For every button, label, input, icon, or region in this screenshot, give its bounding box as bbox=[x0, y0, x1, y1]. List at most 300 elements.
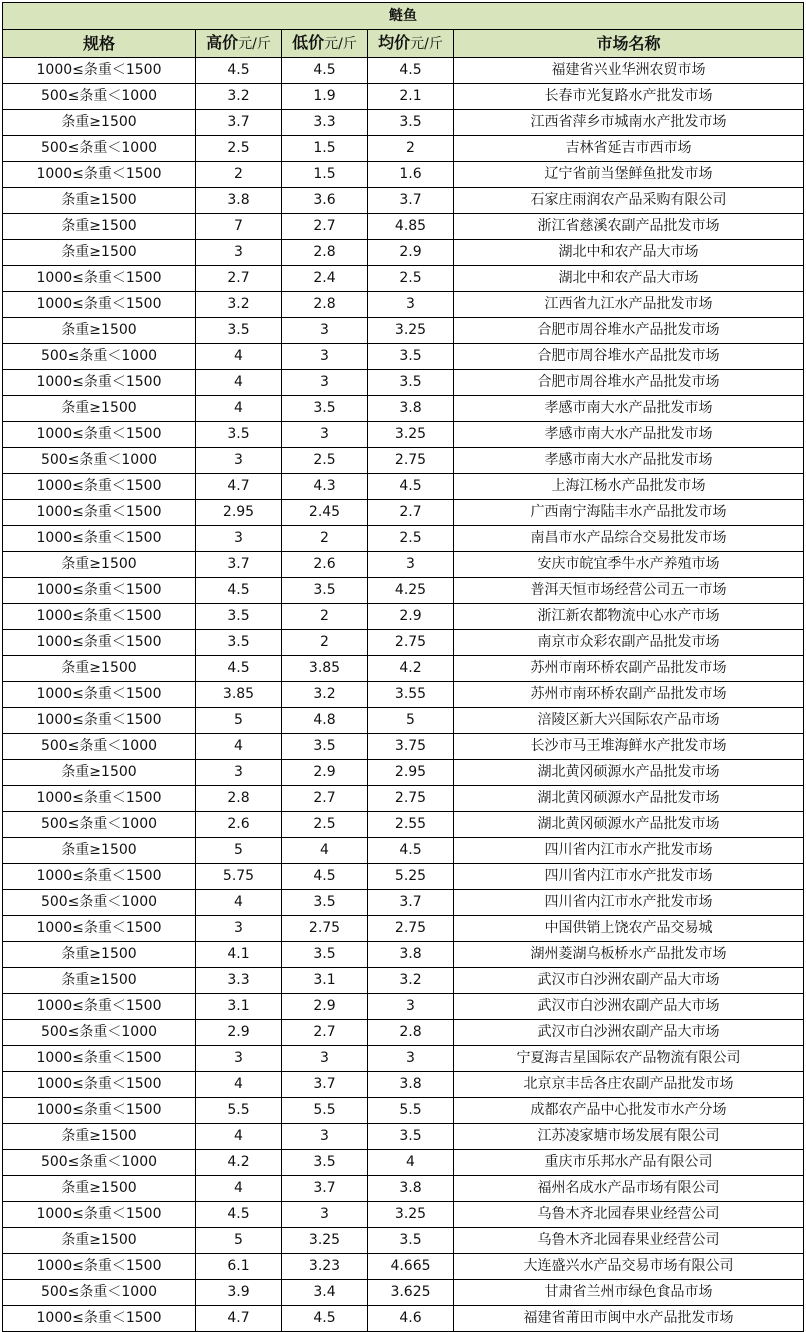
header-avg-price bbox=[368, 30, 454, 58]
header-avg-price-unit: 元/斤 bbox=[410, 36, 443, 52]
cell-low-price: 3.6 bbox=[282, 188, 368, 214]
cell-low-price: 2.6 bbox=[282, 552, 368, 578]
header-market-name bbox=[454, 30, 804, 58]
cell-low-price: 2 bbox=[282, 630, 368, 656]
cell-market-name: 辽宁省前当堡鲜鱼批发市场 bbox=[454, 162, 804, 188]
table-row bbox=[3, 604, 804, 630]
cell-spec: 1000≤条重＜1500 bbox=[3, 578, 196, 604]
cell-spec: 1000≤条重＜1500 bbox=[3, 162, 196, 188]
cell-spec: 1000≤条重＜1500 bbox=[3, 1202, 196, 1228]
cell-low-price: 4 bbox=[282, 838, 368, 864]
cell-high-price: 4.5 bbox=[196, 578, 282, 604]
cell-spec: 条重≥1500 bbox=[3, 318, 196, 344]
cell-market-name: 湖北黄冈硕源水产品批发市场 bbox=[454, 760, 804, 786]
table-row bbox=[3, 916, 804, 942]
table-row bbox=[3, 422, 804, 448]
cell-high-price: 3.2 bbox=[196, 292, 282, 318]
cell-market-name: 孝感市南大水产品批发市场 bbox=[454, 422, 804, 448]
table-row bbox=[3, 890, 804, 916]
cell-market-name: 武汉市白沙洲农副产品大市场 bbox=[454, 994, 804, 1020]
cell-high-price: 6.1 bbox=[196, 1254, 282, 1280]
cell-avg-price: 2.8 bbox=[368, 1020, 454, 1046]
cell-avg-price: 4.5 bbox=[368, 58, 454, 84]
cell-low-price: 3.7 bbox=[282, 1176, 368, 1202]
cell-avg-price: 2.1 bbox=[368, 84, 454, 110]
cell-low-price: 3 bbox=[282, 1202, 368, 1228]
table-row bbox=[3, 1020, 804, 1046]
cell-spec: 1000≤条重＜1500 bbox=[3, 1254, 196, 1280]
cell-spec: 500≤条重＜1000 bbox=[3, 812, 196, 838]
cell-avg-price: 5.25 bbox=[368, 864, 454, 890]
cell-market-name: 合肥市周谷堆水产品批发市场 bbox=[454, 344, 804, 370]
cell-high-price: 3.2 bbox=[196, 84, 282, 110]
table-row bbox=[3, 786, 804, 812]
table-row bbox=[3, 84, 804, 110]
cell-high-price: 5 bbox=[196, 708, 282, 734]
cell-spec: 条重≥1500 bbox=[3, 942, 196, 968]
cell-avg-price: 2.55 bbox=[368, 812, 454, 838]
cell-market-name: 四川省内江市水产批发市场 bbox=[454, 838, 804, 864]
cell-avg-price: 4.2 bbox=[368, 656, 454, 682]
cell-market-name: 合肥市周谷堆水产品批发市场 bbox=[454, 318, 804, 344]
cell-low-price: 2.8 bbox=[282, 292, 368, 318]
cell-high-price: 4.5 bbox=[196, 58, 282, 84]
cell-market-name: 乌鲁木齐北园春果业经营公司 bbox=[454, 1202, 804, 1228]
table-row bbox=[3, 1306, 804, 1332]
table-row bbox=[3, 1254, 804, 1280]
cell-market-name: 湖州菱湖乌板桥水产品批发市场 bbox=[454, 942, 804, 968]
cell-avg-price: 1.6 bbox=[368, 162, 454, 188]
table-row bbox=[3, 630, 804, 656]
cell-avg-price: 3 bbox=[368, 994, 454, 1020]
cell-spec: 500≤条重＜1000 bbox=[3, 1020, 196, 1046]
table-row bbox=[3, 448, 804, 474]
cell-avg-price: 3.5 bbox=[368, 110, 454, 136]
cell-spec: 条重≥1500 bbox=[3, 110, 196, 136]
table-row bbox=[3, 240, 804, 266]
cell-avg-price: 4.85 bbox=[368, 214, 454, 240]
cell-spec: 1000≤条重＜1500 bbox=[3, 370, 196, 396]
cell-avg-price: 3.25 bbox=[368, 422, 454, 448]
cell-low-price: 1.9 bbox=[282, 84, 368, 110]
cell-market-name: 大连盛兴水产品交易市场有限公司 bbox=[454, 1254, 804, 1280]
cell-low-price: 2.5 bbox=[282, 812, 368, 838]
cell-high-price: 3 bbox=[196, 916, 282, 942]
cell-spec: 条重≥1500 bbox=[3, 1124, 196, 1150]
cell-spec: 条重≥1500 bbox=[3, 188, 196, 214]
cell-high-price: 3 bbox=[196, 240, 282, 266]
cell-market-name: 浙江省慈溪农副产品批发市场 bbox=[454, 214, 804, 240]
cell-spec: 1000≤条重＜1500 bbox=[3, 1098, 196, 1124]
table-row bbox=[3, 1098, 804, 1124]
cell-market-name: 成都农产品中心批发市水产分场 bbox=[454, 1098, 804, 1124]
cell-low-price: 3.25 bbox=[282, 1228, 368, 1254]
cell-spec: 1000≤条重＜1500 bbox=[3, 526, 196, 552]
cell-high-price: 2.8 bbox=[196, 786, 282, 812]
cell-market-name: 湖北黄冈硕源水产品批发市场 bbox=[454, 812, 804, 838]
cell-low-price: 3 bbox=[282, 370, 368, 396]
cell-high-price: 4 bbox=[196, 1124, 282, 1150]
cell-avg-price: 4 bbox=[368, 1150, 454, 1176]
cell-low-price: 3.3 bbox=[282, 110, 368, 136]
cell-low-price: 3 bbox=[282, 422, 368, 448]
cell-market-name: 中国供销上饶农产品交易城 bbox=[454, 916, 804, 942]
cell-low-price: 4.5 bbox=[282, 864, 368, 890]
cell-market-name: 四川省内江市水产批发市场 bbox=[454, 890, 804, 916]
table-row bbox=[3, 864, 804, 890]
cell-avg-price: 3.75 bbox=[368, 734, 454, 760]
cell-spec: 1000≤条重＜1500 bbox=[3, 994, 196, 1020]
cell-market-name: 孝感市南大水产品批发市场 bbox=[454, 448, 804, 474]
cell-avg-price: 3 bbox=[368, 292, 454, 318]
cell-avg-price: 4.5 bbox=[368, 474, 454, 500]
cell-market-name: 江西省萍乡市城南水产批发市场 bbox=[454, 110, 804, 136]
cell-spec: 1000≤条重＜1500 bbox=[3, 1306, 196, 1332]
cell-low-price: 3 bbox=[282, 1124, 368, 1150]
header-high-price bbox=[196, 30, 282, 58]
cell-spec: 500≤条重＜1000 bbox=[3, 734, 196, 760]
cell-high-price: 4 bbox=[196, 370, 282, 396]
cell-avg-price: 2.75 bbox=[368, 916, 454, 942]
cell-spec: 1000≤条重＜1500 bbox=[3, 682, 196, 708]
cell-low-price: 4.5 bbox=[282, 1306, 368, 1332]
table-row bbox=[3, 812, 804, 838]
header-spec-label: 规格 bbox=[82, 34, 115, 53]
cell-avg-price: 3.8 bbox=[368, 942, 454, 968]
cell-high-price: 3.5 bbox=[196, 630, 282, 656]
cell-spec: 1000≤条重＜1500 bbox=[3, 474, 196, 500]
cell-avg-price: 2.75 bbox=[368, 630, 454, 656]
table-row bbox=[3, 370, 804, 396]
cell-low-price: 3.5 bbox=[282, 578, 368, 604]
cell-high-price: 2 bbox=[196, 162, 282, 188]
cell-high-price: 5 bbox=[196, 838, 282, 864]
cell-high-price: 7 bbox=[196, 214, 282, 240]
table-row bbox=[3, 1280, 804, 1306]
cell-spec: 条重≥1500 bbox=[3, 396, 196, 422]
cell-market-name: 湖北中和农产品大市场 bbox=[454, 240, 804, 266]
cell-market-name: 四川省内江市水产批发市场 bbox=[454, 864, 804, 890]
cell-avg-price: 4.6 bbox=[368, 1306, 454, 1332]
cell-market-name: 石家庄雨润农产品采购有限公司 bbox=[454, 188, 804, 214]
price-sheet bbox=[2, 2, 803, 1332]
cell-market-name: 南京市众彩农副产品批发市场 bbox=[454, 630, 804, 656]
cell-avg-price: 2.75 bbox=[368, 448, 454, 474]
table-row bbox=[3, 396, 804, 422]
table-row bbox=[3, 266, 804, 292]
cell-avg-price: 3.7 bbox=[368, 890, 454, 916]
cell-low-price: 3.1 bbox=[282, 968, 368, 994]
cell-low-price: 2.8 bbox=[282, 240, 368, 266]
cell-market-name: 安庆市皖宜季牛水产养殖市场 bbox=[454, 552, 804, 578]
cell-market-name: 江苏凌家塘市场发展有限公司 bbox=[454, 1124, 804, 1150]
table-row bbox=[3, 344, 804, 370]
cell-market-name: 武汉市白沙洲农副产品大市场 bbox=[454, 1020, 804, 1046]
cell-low-price: 4.8 bbox=[282, 708, 368, 734]
cell-high-price: 4 bbox=[196, 890, 282, 916]
cell-avg-price: 2.5 bbox=[368, 526, 454, 552]
cell-market-name: 乌鲁木齐北园春果业经营公司 bbox=[454, 1228, 804, 1254]
cell-market-name: 长春市光复路水产批发市场 bbox=[454, 84, 804, 110]
cell-high-price: 3 bbox=[196, 1046, 282, 1072]
cell-market-name: 合肥市周谷堆水产品批发市场 bbox=[454, 370, 804, 396]
cell-spec: 500≤条重＜1000 bbox=[3, 890, 196, 916]
cell-low-price: 3.5 bbox=[282, 1150, 368, 1176]
cell-high-price: 3.7 bbox=[196, 110, 282, 136]
cell-avg-price: 3.5 bbox=[368, 370, 454, 396]
cell-spec: 500≤条重＜1000 bbox=[3, 84, 196, 110]
cell-high-price: 3.8 bbox=[196, 188, 282, 214]
table-row bbox=[3, 1228, 804, 1254]
cell-avg-price: 4.5 bbox=[368, 838, 454, 864]
cell-market-name: 武汉市白沙洲农副产品大市场 bbox=[454, 968, 804, 994]
cell-market-name: 浙江新农都物流中心水产市场 bbox=[454, 604, 804, 630]
header-low-price-label: 低价 bbox=[292, 33, 325, 52]
cell-avg-price: 5 bbox=[368, 708, 454, 734]
cell-spec: 条重≥1500 bbox=[3, 1176, 196, 1202]
cell-avg-price: 2 bbox=[368, 136, 454, 162]
table-row bbox=[3, 318, 804, 344]
cell-high-price: 3.5 bbox=[196, 422, 282, 448]
cell-spec: 500≤条重＜1000 bbox=[3, 136, 196, 162]
cell-spec: 500≤条重＜1000 bbox=[3, 448, 196, 474]
cell-spec: 1000≤条重＜1500 bbox=[3, 266, 196, 292]
table-row bbox=[3, 552, 804, 578]
header-high-price-unit: 元/斤 bbox=[238, 36, 271, 52]
cell-spec: 条重≥1500 bbox=[3, 656, 196, 682]
cell-low-price: 3.85 bbox=[282, 656, 368, 682]
cell-low-price: 2.7 bbox=[282, 786, 368, 812]
cell-avg-price: 3.5 bbox=[368, 1124, 454, 1150]
cell-high-price: 5.5 bbox=[196, 1098, 282, 1124]
cell-market-name: 普洱天恒市场经营公司五一市场 bbox=[454, 578, 804, 604]
cell-high-price: 2.7 bbox=[196, 266, 282, 292]
cell-market-name: 重庆市乐邦水产品有限公司 bbox=[454, 1150, 804, 1176]
table-row bbox=[3, 292, 804, 318]
table-row bbox=[3, 994, 804, 1020]
cell-low-price: 3.5 bbox=[282, 396, 368, 422]
cell-avg-price: 3.8 bbox=[368, 1072, 454, 1098]
header-low-price bbox=[282, 30, 368, 58]
cell-high-price: 4.5 bbox=[196, 656, 282, 682]
table-title: 鲢鱼 bbox=[3, 3, 804, 30]
cell-high-price: 5.75 bbox=[196, 864, 282, 890]
table-row bbox=[3, 656, 804, 682]
cell-spec: 条重≥1500 bbox=[3, 240, 196, 266]
cell-market-name: 孝感市南大水产品批发市场 bbox=[454, 396, 804, 422]
cell-high-price: 3.5 bbox=[196, 318, 282, 344]
cell-market-name: 甘肃省兰州市绿色食品市场 bbox=[454, 1280, 804, 1306]
cell-spec: 条重≥1500 bbox=[3, 968, 196, 994]
table-row bbox=[3, 1046, 804, 1072]
cell-low-price: 3.5 bbox=[282, 942, 368, 968]
cell-spec: 条重≥1500 bbox=[3, 214, 196, 240]
cell-market-name: 宁夏海吉星国际农产品物流有限公司 bbox=[454, 1046, 804, 1072]
cell-high-price: 2.95 bbox=[196, 500, 282, 526]
cell-low-price: 1.5 bbox=[282, 162, 368, 188]
cell-market-name: 上海江杨水产品批发市场 bbox=[454, 474, 804, 500]
cell-high-price: 3.5 bbox=[196, 604, 282, 630]
cell-avg-price: 3.8 bbox=[368, 1176, 454, 1202]
table-row bbox=[3, 474, 804, 500]
table-row bbox=[3, 1150, 804, 1176]
cell-avg-price: 2.9 bbox=[368, 604, 454, 630]
cell-high-price: 3.1 bbox=[196, 994, 282, 1020]
cell-low-price: 2.4 bbox=[282, 266, 368, 292]
cell-market-name: 江西省九江水产品批发市场 bbox=[454, 292, 804, 318]
cell-high-price: 3.9 bbox=[196, 1280, 282, 1306]
cell-low-price: 2.9 bbox=[282, 760, 368, 786]
cell-low-price: 2.9 bbox=[282, 994, 368, 1020]
cell-spec: 1000≤条重＜1500 bbox=[3, 292, 196, 318]
cell-high-price: 4 bbox=[196, 734, 282, 760]
cell-spec: 1000≤条重＜1500 bbox=[3, 500, 196, 526]
cell-high-price: 2.6 bbox=[196, 812, 282, 838]
table-row bbox=[3, 162, 804, 188]
table-row bbox=[3, 526, 804, 552]
cell-low-price: 3.5 bbox=[282, 890, 368, 916]
cell-high-price: 2.9 bbox=[196, 1020, 282, 1046]
cell-high-price: 3 bbox=[196, 448, 282, 474]
table-row bbox=[3, 760, 804, 786]
cell-avg-price: 3 bbox=[368, 1046, 454, 1072]
cell-avg-price: 2.75 bbox=[368, 786, 454, 812]
cell-avg-price: 3.7 bbox=[368, 188, 454, 214]
cell-spec: 1000≤条重＜1500 bbox=[3, 864, 196, 890]
cell-spec: 1000≤条重＜1500 bbox=[3, 604, 196, 630]
cell-high-price: 2.5 bbox=[196, 136, 282, 162]
table-row bbox=[3, 1072, 804, 1098]
cell-avg-price: 3.55 bbox=[368, 682, 454, 708]
cell-low-price: 4.3 bbox=[282, 474, 368, 500]
cell-spec: 500≤条重＜1000 bbox=[3, 344, 196, 370]
table-row bbox=[3, 110, 804, 136]
cell-spec: 1000≤条重＜1500 bbox=[3, 708, 196, 734]
cell-avg-price: 4.665 bbox=[368, 1254, 454, 1280]
cell-low-price: 3.23 bbox=[282, 1254, 368, 1280]
cell-avg-price: 5.5 bbox=[368, 1098, 454, 1124]
cell-avg-price: 2.5 bbox=[368, 266, 454, 292]
cell-market-name: 吉林省延吉市西市场 bbox=[454, 136, 804, 162]
cell-market-name: 福建省兴业华洲农贸市场 bbox=[454, 58, 804, 84]
table-row bbox=[3, 136, 804, 162]
header-high-price-label: 高价 bbox=[206, 33, 239, 52]
cell-spec: 条重≥1500 bbox=[3, 1228, 196, 1254]
cell-spec: 500≤条重＜1000 bbox=[3, 1280, 196, 1306]
cell-market-name: 广西南宁海陆丰水产品批发市场 bbox=[454, 500, 804, 526]
cell-spec: 1000≤条重＜1500 bbox=[3, 630, 196, 656]
cell-high-price: 3 bbox=[196, 760, 282, 786]
cell-avg-price: 2.7 bbox=[368, 500, 454, 526]
cell-low-price: 3.5 bbox=[282, 734, 368, 760]
table-row bbox=[3, 942, 804, 968]
table-row bbox=[3, 682, 804, 708]
table-row bbox=[3, 968, 804, 994]
cell-avg-price: 3.8 bbox=[368, 396, 454, 422]
cell-avg-price: 3 bbox=[368, 552, 454, 578]
header-market-name-label: 市场名称 bbox=[596, 34, 661, 53]
cell-low-price: 3.2 bbox=[282, 682, 368, 708]
cell-low-price: 3 bbox=[282, 1046, 368, 1072]
cell-low-price: 1.5 bbox=[282, 136, 368, 162]
cell-market-name: 湖北黄冈硕源水产品批发市场 bbox=[454, 786, 804, 812]
table-row bbox=[3, 1202, 804, 1228]
cell-low-price: 3 bbox=[282, 318, 368, 344]
cell-avg-price: 3.625 bbox=[368, 1280, 454, 1306]
cell-avg-price: 3.25 bbox=[368, 1202, 454, 1228]
table-row bbox=[3, 500, 804, 526]
table-row bbox=[3, 58, 804, 84]
cell-low-price: 2 bbox=[282, 526, 368, 552]
cell-avg-price: 3.5 bbox=[368, 344, 454, 370]
cell-spec: 1000≤条重＜1500 bbox=[3, 58, 196, 84]
table-row bbox=[3, 734, 804, 760]
cell-high-price: 4.1 bbox=[196, 942, 282, 968]
cell-spec: 1000≤条重＜1500 bbox=[3, 916, 196, 942]
table-header-row bbox=[3, 30, 804, 58]
cell-high-price: 3.85 bbox=[196, 682, 282, 708]
table-row bbox=[3, 1124, 804, 1150]
cell-market-name: 苏州市南环桥农副产品批发市场 bbox=[454, 682, 804, 708]
table-row bbox=[3, 578, 804, 604]
cell-spec: 条重≥1500 bbox=[3, 838, 196, 864]
cell-high-price: 4.7 bbox=[196, 1306, 282, 1332]
cell-low-price: 3 bbox=[282, 344, 368, 370]
cell-market-name: 涪陵区新大兴国际农产品市场 bbox=[454, 708, 804, 734]
header-low-price-unit: 元/斤 bbox=[324, 36, 357, 52]
cell-high-price: 3.7 bbox=[196, 552, 282, 578]
cell-spec: 条重≥1500 bbox=[3, 552, 196, 578]
cell-market-name: 湖北中和农产品大市场 bbox=[454, 266, 804, 292]
cell-low-price: 2.7 bbox=[282, 1020, 368, 1046]
cell-market-name: 福州名成水产品市场有限公司 bbox=[454, 1176, 804, 1202]
cell-low-price: 2.7 bbox=[282, 214, 368, 240]
table-row bbox=[3, 214, 804, 240]
cell-market-name: 长沙市马王堆海鲜水产批发市场 bbox=[454, 734, 804, 760]
cell-avg-price: 2.9 bbox=[368, 240, 454, 266]
table-row bbox=[3, 708, 804, 734]
cell-low-price: 3.7 bbox=[282, 1072, 368, 1098]
cell-market-name: 苏州市南环桥农副产品批发市场 bbox=[454, 656, 804, 682]
cell-spec: 500≤条重＜1000 bbox=[3, 1150, 196, 1176]
cell-low-price: 3.4 bbox=[282, 1280, 368, 1306]
cell-low-price: 4.5 bbox=[282, 58, 368, 84]
table-row bbox=[3, 838, 804, 864]
cell-low-price: 2.75 bbox=[282, 916, 368, 942]
table-row bbox=[3, 188, 804, 214]
cell-high-price: 4.2 bbox=[196, 1150, 282, 1176]
cell-spec: 1000≤条重＜1500 bbox=[3, 1072, 196, 1098]
cell-high-price: 5 bbox=[196, 1228, 282, 1254]
cell-avg-price: 3.25 bbox=[368, 318, 454, 344]
cell-high-price: 4 bbox=[196, 396, 282, 422]
price-table bbox=[2, 2, 804, 1332]
cell-market-name: 北京京丰岳各庄农副产品批发市场 bbox=[454, 1072, 804, 1098]
cell-spec: 1000≤条重＜1500 bbox=[3, 1046, 196, 1072]
cell-high-price: 3 bbox=[196, 526, 282, 552]
cell-market-name: 福建省莆田市闽中水产品批发市场 bbox=[454, 1306, 804, 1332]
cell-low-price: 5.5 bbox=[282, 1098, 368, 1124]
cell-spec: 1000≤条重＜1500 bbox=[3, 422, 196, 448]
cell-low-price: 2 bbox=[282, 604, 368, 630]
table-row bbox=[3, 1176, 804, 1202]
cell-low-price: 2.5 bbox=[282, 448, 368, 474]
cell-market-name: 南昌市水产品综合交易批发市场 bbox=[454, 526, 804, 552]
cell-avg-price: 4.25 bbox=[368, 578, 454, 604]
cell-spec: 条重≥1500 bbox=[3, 760, 196, 786]
header-spec bbox=[3, 30, 196, 58]
cell-low-price: 2.45 bbox=[282, 500, 368, 526]
